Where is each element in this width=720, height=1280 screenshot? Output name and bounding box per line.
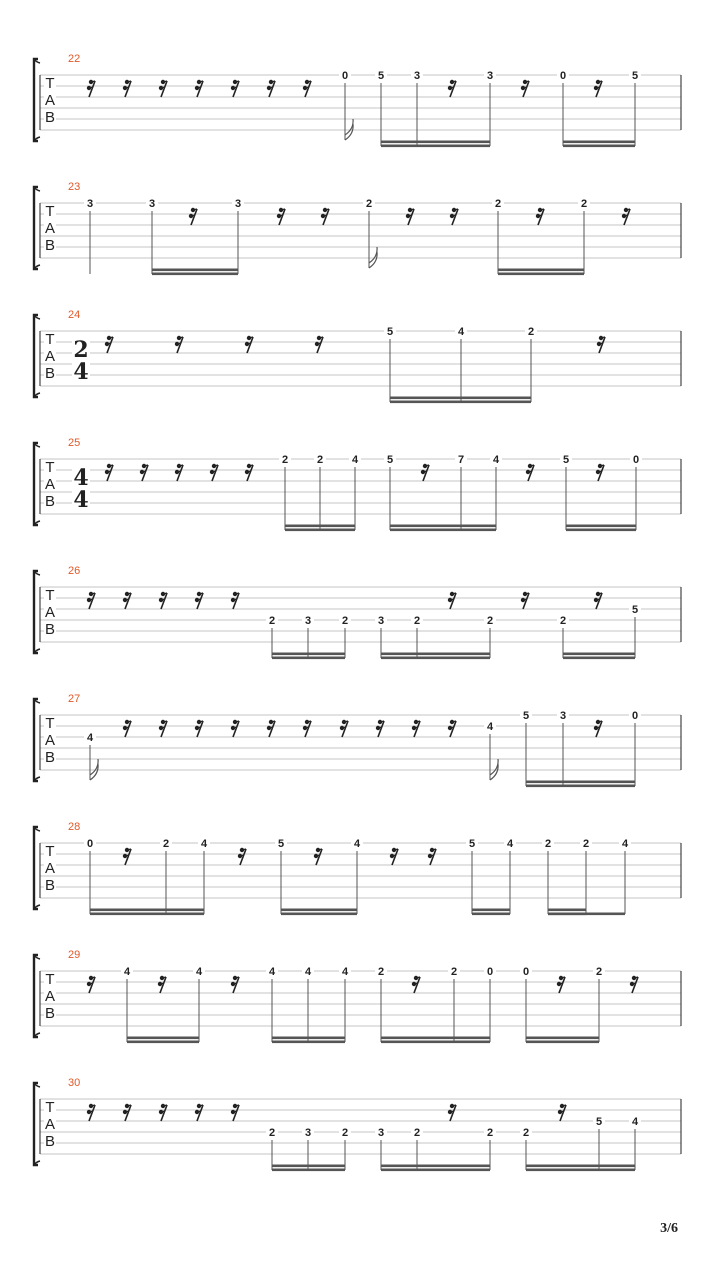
note-beam bbox=[272, 1165, 345, 1168]
tab-clef-letter: B bbox=[44, 1005, 56, 1022]
fret-number: 4 bbox=[486, 721, 494, 733]
tab-clef-letter: B bbox=[44, 1133, 56, 1150]
fret-number: 4 bbox=[492, 454, 500, 466]
fret-number: 2 bbox=[522, 1127, 530, 1139]
fret-number: 2 bbox=[595, 966, 603, 978]
fret-number: 7 bbox=[457, 454, 465, 466]
fret-number: 0 bbox=[486, 966, 494, 978]
fret-number: 3 bbox=[304, 1127, 312, 1139]
fret-number: 2 bbox=[494, 198, 502, 210]
system-bracket bbox=[34, 443, 38, 525]
time-signature-bottom: 4 bbox=[73, 359, 89, 385]
fret-number: 5 bbox=[377, 70, 385, 82]
fret-number: 5 bbox=[631, 604, 639, 616]
fret-number: 5 bbox=[386, 326, 394, 338]
note-beam bbox=[526, 1169, 635, 1172]
fret-number: 2 bbox=[316, 454, 324, 466]
time-signature-bottom: 4 bbox=[73, 487, 89, 513]
system-bracket bbox=[34, 571, 38, 653]
fret-number: 2 bbox=[281, 454, 289, 466]
tab-clef-letter: A bbox=[44, 348, 56, 365]
fret-number: 4 bbox=[351, 454, 359, 466]
fret-number: 4 bbox=[341, 966, 349, 978]
measure-number: 26 bbox=[68, 565, 81, 577]
fret-number: 4 bbox=[457, 326, 465, 338]
note-beam bbox=[390, 397, 531, 400]
tab-clef-letter: B bbox=[44, 621, 56, 638]
measure-number: 25 bbox=[68, 437, 81, 449]
tab-clef-letter: A bbox=[44, 732, 56, 749]
tab-clef-letter: A bbox=[44, 220, 56, 237]
fret-number: 3 bbox=[413, 70, 421, 82]
measure-number: 30 bbox=[68, 1077, 81, 1089]
fret-number: 4 bbox=[86, 732, 94, 744]
fret-number: 2 bbox=[486, 1127, 494, 1139]
note-beam bbox=[381, 141, 490, 144]
tab-clef-letter: T bbox=[45, 75, 55, 92]
note-beam bbox=[272, 1037, 345, 1040]
measure-number: 23 bbox=[68, 181, 81, 193]
fret-number: 0 bbox=[86, 838, 94, 850]
fret-number: 5 bbox=[386, 454, 394, 466]
note-beam bbox=[390, 401, 531, 404]
fret-number: 3 bbox=[559, 710, 567, 722]
note-beam bbox=[152, 273, 238, 276]
tab-clef-letter: B bbox=[44, 237, 56, 254]
fret-number: 4 bbox=[631, 1116, 639, 1128]
note-beam bbox=[526, 785, 635, 788]
fret-number: 2 bbox=[365, 198, 373, 210]
tab-clef-letter: B bbox=[44, 749, 56, 766]
fret-number: 5 bbox=[562, 454, 570, 466]
fret-number: 5 bbox=[595, 1116, 603, 1128]
note-beam bbox=[90, 913, 204, 916]
fret-number: 0 bbox=[341, 70, 349, 82]
fret-number: 3 bbox=[377, 1127, 385, 1139]
tab-clef-letter: A bbox=[44, 860, 56, 877]
note-beam bbox=[566, 529, 636, 532]
tab-system bbox=[34, 181, 681, 275]
system-bracket bbox=[34, 187, 38, 269]
note-beam bbox=[498, 269, 584, 272]
note-beam bbox=[526, 1037, 599, 1040]
tab-clef-letter: A bbox=[44, 1116, 56, 1133]
tab-system bbox=[34, 821, 681, 915]
system-bracket bbox=[34, 1083, 38, 1165]
note-beam bbox=[526, 1165, 635, 1168]
note-beam bbox=[127, 1037, 199, 1040]
note-beam bbox=[152, 269, 238, 272]
tab-system bbox=[34, 437, 681, 531]
fret-number: 2 bbox=[450, 966, 458, 978]
fret-number: 3 bbox=[486, 70, 494, 82]
note-beam bbox=[566, 525, 636, 528]
fret-number: 4 bbox=[268, 966, 276, 978]
fret-number: 3 bbox=[304, 615, 312, 627]
tab-clef-letter: T bbox=[45, 971, 55, 988]
fret-number: 3 bbox=[234, 198, 242, 210]
fret-number: 2 bbox=[413, 1127, 421, 1139]
fret-number: 3 bbox=[377, 615, 385, 627]
note-beam bbox=[90, 909, 204, 912]
tab-clef-letter: B bbox=[44, 493, 56, 510]
tab-system bbox=[34, 693, 681, 787]
measure-number: 27 bbox=[68, 693, 81, 705]
system-bracket bbox=[34, 59, 38, 141]
fret-number: 4 bbox=[304, 966, 312, 978]
fret-number: 2 bbox=[268, 1127, 276, 1139]
tab-system bbox=[34, 565, 681, 659]
note-beam bbox=[472, 913, 510, 916]
fret-number: 2 bbox=[527, 326, 535, 338]
measure-number: 28 bbox=[68, 821, 81, 833]
note-beam bbox=[381, 657, 490, 660]
fret-number: 4 bbox=[353, 838, 361, 850]
fret-number: 2 bbox=[162, 838, 170, 850]
fret-number: 4 bbox=[621, 838, 629, 850]
fret-number: 2 bbox=[544, 838, 552, 850]
note-beam bbox=[381, 1165, 490, 1168]
system-bracket bbox=[34, 699, 38, 781]
note-beam bbox=[285, 525, 355, 528]
tab-clef-letter: A bbox=[44, 604, 56, 621]
tab-clef-letter: T bbox=[45, 843, 55, 860]
note-beam bbox=[272, 657, 345, 660]
fret-number: 2 bbox=[341, 615, 349, 627]
time-signature-top: 2 bbox=[73, 337, 89, 363]
fret-number: 0 bbox=[632, 454, 640, 466]
measure-number: 29 bbox=[68, 949, 81, 961]
fret-number: 2 bbox=[268, 615, 276, 627]
note-beam bbox=[526, 781, 635, 784]
note-beam bbox=[390, 529, 496, 532]
fret-number: 4 bbox=[200, 838, 208, 850]
fret-number: 5 bbox=[277, 838, 285, 850]
fret-number: 3 bbox=[148, 198, 156, 210]
fret-number: 0 bbox=[522, 966, 530, 978]
fret-number: 2 bbox=[413, 615, 421, 627]
note-beam bbox=[381, 1169, 490, 1172]
fret-number: 4 bbox=[123, 966, 131, 978]
system-bracket bbox=[34, 315, 38, 397]
tab-system bbox=[34, 1077, 681, 1171]
fret-number: 4 bbox=[506, 838, 514, 850]
tab-clef-letter: T bbox=[45, 1099, 55, 1116]
tab-clef-letter: B bbox=[44, 365, 56, 382]
note-beam bbox=[390, 525, 496, 528]
note-beam bbox=[281, 913, 357, 916]
fret-number: 5 bbox=[468, 838, 476, 850]
fret-number: 5 bbox=[631, 70, 639, 82]
tab-clef-letter: T bbox=[45, 459, 55, 476]
fret-number: 5 bbox=[522, 710, 530, 722]
tab-system bbox=[34, 309, 681, 403]
tab-system bbox=[34, 53, 681, 147]
tab-clef-letter: A bbox=[44, 476, 56, 493]
note-beam bbox=[381, 1041, 490, 1044]
note-beam bbox=[272, 653, 345, 656]
tab-clef-letter: A bbox=[44, 92, 56, 109]
fret-number: 2 bbox=[486, 615, 494, 627]
fret-number: 2 bbox=[582, 838, 590, 850]
tab-system bbox=[34, 949, 681, 1043]
note-beam bbox=[563, 145, 635, 148]
system-bracket bbox=[34, 827, 38, 909]
system-bracket bbox=[34, 955, 38, 1037]
tab-clef-letter: T bbox=[45, 331, 55, 348]
note-beam bbox=[548, 909, 586, 912]
note-beam bbox=[272, 1041, 345, 1044]
note-beam bbox=[381, 1037, 490, 1040]
note-beam bbox=[548, 913, 625, 916]
fret-number: 2 bbox=[377, 966, 385, 978]
fret-number: 4 bbox=[195, 966, 203, 978]
fret-number: 2 bbox=[559, 615, 567, 627]
note-beam bbox=[498, 273, 584, 276]
tab-clef-letter: T bbox=[45, 587, 55, 604]
fret-number: 2 bbox=[341, 1127, 349, 1139]
tab-clef-letter: B bbox=[44, 109, 56, 126]
note-beam bbox=[526, 1041, 599, 1044]
measure-number: 24 bbox=[68, 309, 81, 321]
tab-clef-letter: A bbox=[44, 988, 56, 1005]
fret-number: 2 bbox=[580, 198, 588, 210]
note-beam bbox=[563, 657, 635, 660]
note-beam bbox=[472, 909, 510, 912]
fret-number: 3 bbox=[86, 198, 94, 210]
note-beam bbox=[563, 141, 635, 144]
note-beam bbox=[127, 1041, 199, 1044]
note-beam bbox=[563, 653, 635, 656]
fret-number: 0 bbox=[631, 710, 639, 722]
tab-clef-letter: T bbox=[45, 203, 55, 220]
measure-number: 22 bbox=[68, 53, 81, 65]
tab-clef-letter: B bbox=[44, 877, 56, 894]
time-signature-top: 4 bbox=[73, 465, 89, 491]
note-beam bbox=[381, 653, 490, 656]
note-beam bbox=[381, 145, 490, 148]
tab-clef-letter: T bbox=[45, 715, 55, 732]
note-beam bbox=[272, 1169, 345, 1172]
fret-number: 0 bbox=[559, 70, 567, 82]
note-beam bbox=[281, 909, 357, 912]
note-beam bbox=[285, 529, 355, 532]
page-number: 3/6 bbox=[660, 1221, 678, 1236]
